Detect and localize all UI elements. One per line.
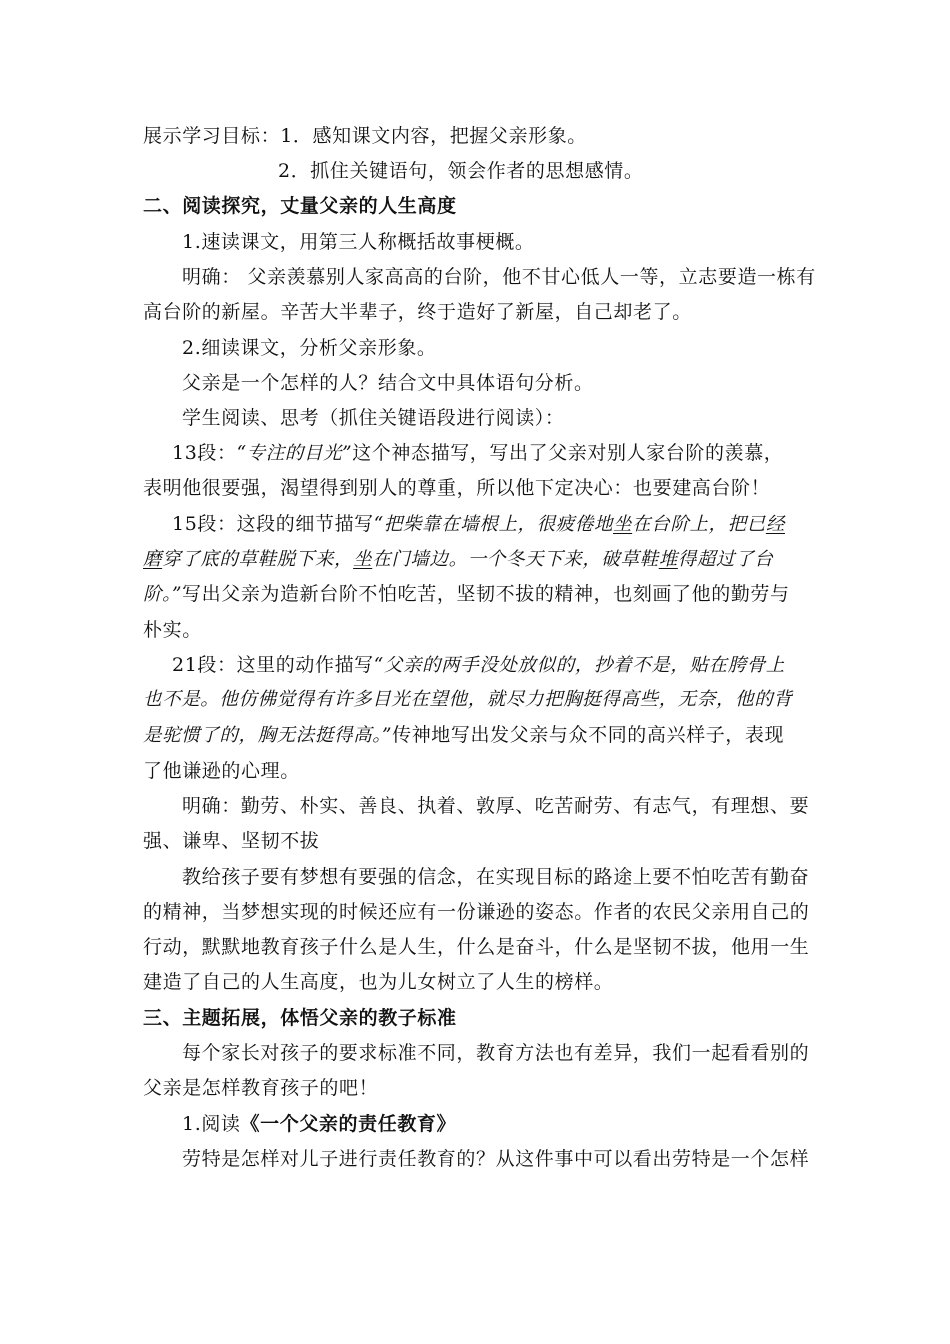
student-reading-line: 学生阅读、思考（抓住关键语段进行阅读）： [182,407,565,429]
paragraph-15-label: 15段：这段的细节描写 [172,513,374,535]
paragraph-21-quote-1: “父亲的两手没处放似的，抄着不是，贴在胯骨上 [373,655,785,676]
task-2-line: 2.细读课文，分析父亲形象。 [182,337,437,359]
summary-line-3: 行动，默默地教育孩子什么是人生，什么是奋斗，什么是坚韧不拔，他用一生 [143,936,810,958]
answer-1-line-2: 高台阶的新屋。辛苦大半辈子，终于造好了新屋，自己却老了。 [143,301,692,323]
underlined-word: 坐 [613,514,633,535]
paragraph-15-line-3 [143,582,813,607]
underlined-word: 坐 [353,549,373,570]
question-line: 父亲是一个怎样的人？结合文中具体语句分析。 [182,372,594,394]
paragraph-21-analysis: 传神地写出发父亲与众不同的高兴样子，表现 [392,724,785,746]
reading-task-line [182,1112,852,1136]
paragraph-15-line-4: 朴实。 [143,619,202,641]
paragraph-13-line-2: 表明他很要强，渴望得到别人的尊重，所以他下定决心：也要建高台阶！ [143,477,771,499]
paragraph-15-line-2 [143,547,813,572]
section-heading-3: 三、主题拓展，体悟父亲的教子标准 [143,1007,457,1029]
reading-title: 《一个父亲的责任教育》 [240,1113,457,1135]
learning-goals-line-2: 2．抓住关键语句，领会作者的思想感情。 [278,160,644,182]
paragraph-15-quote-1: “把柴靠在墙根上，很疲倦地 [373,514,614,535]
underlined-word: 堆 [658,549,678,570]
paragraph-15-line-1 [172,512,842,537]
reading-task-label: 1.阅读 [182,1113,241,1135]
paragraph-15-quote-2: 在台阶上，把已 [632,514,766,535]
paragraph-21-line-3 [143,723,813,748]
underlined-word: 磨 [143,549,163,570]
paragraph-15-quote-5: 得超过了台 [677,549,774,570]
paragraph-15-quote-6: 阶。” [143,584,183,605]
task-1-line: 1.速读课文，用第三人称概括故事梗概。 [182,231,535,253]
conclusion-line-2: 强、谦卑、坚韧不拔 [143,830,320,852]
reading-question-line: 劳特是怎样对儿子进行责任教育的？从这件事中可以看出劳特是一个怎样 [182,1148,810,1170]
summary-line-2: 的精神，当梦想实现的时候还应有一份谦逊的姿态。作者的农民父亲用自己的 [143,901,810,923]
answer-1-line-1: 明确： 父亲羡慕别人家高高的台阶，他不甘心低人一等，立志要造一栋有 [182,266,816,288]
extension-line-2: 父亲是怎样教育孩子的吧！ [143,1077,379,1099]
paragraph-21-label: 21段：这里的动作描写 [172,654,374,676]
paragraph-15-analysis: 写出父亲为造新台阶不怕吃苦，坚韧不拔的精神，也刻画了他的勤劳与 [182,583,790,605]
paragraph-13-label: 13段： [172,442,237,464]
extension-line-1: 每个家长对孩子的要求标准不同，教育方法也有差异，我们一起看看别的 [182,1042,810,1064]
paragraph-21-quote-3: 是驼惯了的，胸无法挺得高。” [143,725,393,746]
paragraph-13-line-1 [172,441,842,466]
conclusion-line-1: 明确：勤劳、朴实、善良、执着、敦厚、吃苦耐劳、有志气，有理想、要 [182,795,810,817]
paragraph-21-line-2: 也不是。他仿佛觉得有许多目光在望他，就尽力把胸挺得高些，无奈，他的背 [143,689,793,710]
paragraph-15-quote-3: 穿了底的草鞋脱下来， [162,549,354,570]
underlined-word: 经 [765,514,785,535]
paragraph-13-quote: “专注的目光” [236,443,353,464]
paragraph-21-line-1 [172,653,842,678]
summary-line-1: 教给孩子要有梦想有要强的信念，在实现目标的路途上要不怕吃苦有勤奋 [182,866,810,888]
learning-goals-line-1: 展示学习目标：1．感知课文内容，把握父亲形象。 [143,125,587,147]
paragraph-21-line-4: 了他谦逊的心理。 [143,760,300,782]
section-heading-2: 二、阅读探究，丈量父亲的人生高度 [143,195,457,217]
summary-line-4: 建造了自己的人生高度，也为儿女树立了人生的榜样。 [143,971,614,993]
paragraph-13-text: 这个神态描写，写出了父亲对别人家台阶的羡慕， [352,442,784,464]
paragraph-15-quote-4: 在门墙边。一个冬天下来，破草鞋 [372,549,659,570]
